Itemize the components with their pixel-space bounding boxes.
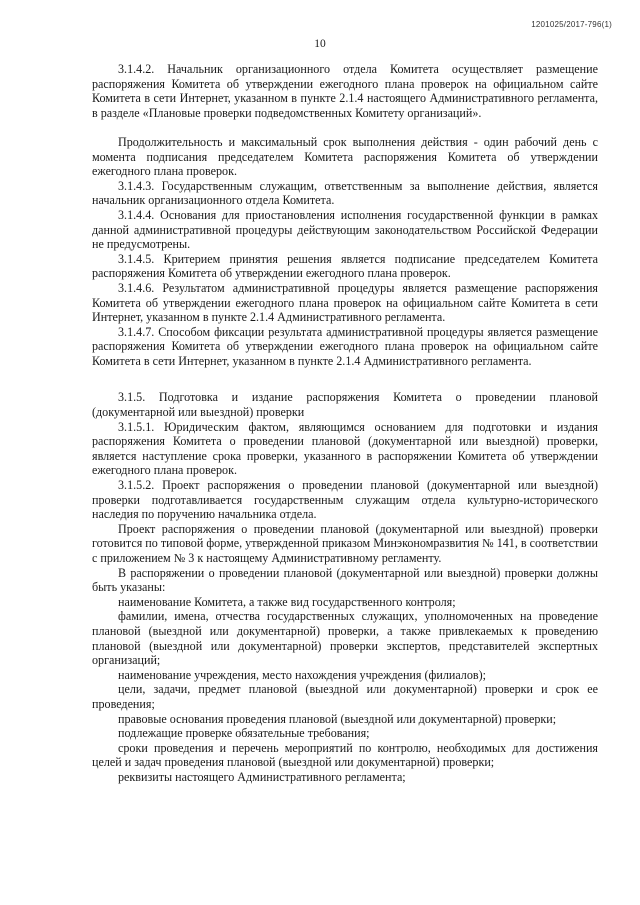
list-item: правовые основания проведения плановой (выездной или документарной) проверки;	[118, 711, 557, 726]
list-item: фамилии, имена, отчества государственных служащих, уполномоченных на проведение плановой (выездной или документарной) проверки, а также привлекаемых к проведению плановой (выездной или документарной) проверки экспертов, представителей экспертных организаций;	[92, 609, 598, 668]
section-heading-3-1-5: 3.1.5. Подготовка и издание распоряжения Комитета о проведении плановой (документарной или выездной) проверки	[92, 390, 598, 420]
document-id-stamp: 1201025/2017-796(1)	[531, 20, 612, 29]
list-item: сроки проведения и перечень мероприятий по контролю, необходимых для достижения целей и задач проведения плановой (выездной или документарной) проверки;	[92, 740, 598, 770]
list-item: подлежащие проверке обязательные требования;	[118, 726, 370, 741]
paragraph-3-1-4-3: 3.1.4.3. Государственным служащим, ответственным за выполнение действия, является начальник организационного отдела Комитета.	[92, 178, 598, 208]
paragraph-draft-form: Проект распоряжения о проведении плановой (документарной или выездной) проверки готовится по типовой форме, утвержденной приказом Минэкономразвития № 141, в соответствии с приложением № 3 к настоящему Административному регламенту.	[92, 521, 598, 565]
paragraph-3-1-4-6: 3.1.4.6. Результатом административной процедуры является размещение распоряжения Комитета об утверждении ежегодного плана проверок на официальном сайте Комитета в сети Интернет, указанном в пункте 2.1.4 Административного регламента.	[92, 280, 598, 325]
paragraph-3-1-4-2: 3.1.4.2. Начальник организационного отдела Комитета осуществляет размещение распоряжения Комитета об утверждении ежегодного плана проверок на официальном сайте Комитета в сети Интернет, указанном в пункте 2.1.4 настоящего Административного регламента, в разделе «Плановые проверки подведомственных Комитету организаций».	[92, 62, 598, 120]
paragraph-must-include: В распоряжении о проведении плановой (документарной или выездной) проверки должны быть указаны:	[92, 565, 598, 595]
document-body	[92, 62, 598, 785]
paragraph-3-1-5-1: 3.1.5.1. Юридическим фактом, являющимся основанием для подготовки и издания распоряжения Комитета о проведении плановой (документарной или выездной) проверки, является наступление срока проверки, указанного в распоряжении Комитета об утверждении ежегодного плана проверок.	[92, 419, 598, 478]
list-item: цели, задачи, предмет плановой (выездной или документарной) проверки и срок ее проведения;	[92, 682, 598, 711]
paragraph-duration: Продолжительность и максимальный срок выполнения действия - один рабочий день с момента подписания председателем Комитета распоряжения Комитета об утверждении ежегодного плана проверок.	[92, 134, 598, 179]
list-item: наименование Комитета, а также вид государственного контроля;	[118, 594, 456, 609]
paragraph-3-1-4-7: 3.1.4.7. Способом фиксации результата административной процедуры является размещение распоряжения Комитета об утверждении ежегодного плана проверок на официальном сайте Комитета в сети Интернет, указанном в пункте 2.1.4 Административного регламента.	[92, 324, 598, 368]
list-item: наименование учреждения, место нахождения учреждения (филиалов);	[118, 667, 486, 682]
list-item: реквизиты настоящего Административного регламента;	[118, 769, 406, 784]
paragraph-3-1-5-2: 3.1.5.2. Проект распоряжения о проведении плановой (документарной или выездной) проверки подготавливается государственным служащим отдела культурно-исторического наследия по поручению начальника отдела.	[92, 478, 598, 522]
paragraph-3-1-4-5: 3.1.4.5. Критерием принятия решения является подписание председателем Комитета распоряжения Комитета об утверждении ежегодного плана проверок.	[92, 251, 598, 281]
page-number: 10	[314, 38, 326, 50]
paragraph-3-1-4-4: 3.1.4.4. Основания для приостановления исполнения государственной функции в рамках данной административной процедуры действующим законодательством Российской Федерации не предусмотрены.	[92, 207, 598, 252]
